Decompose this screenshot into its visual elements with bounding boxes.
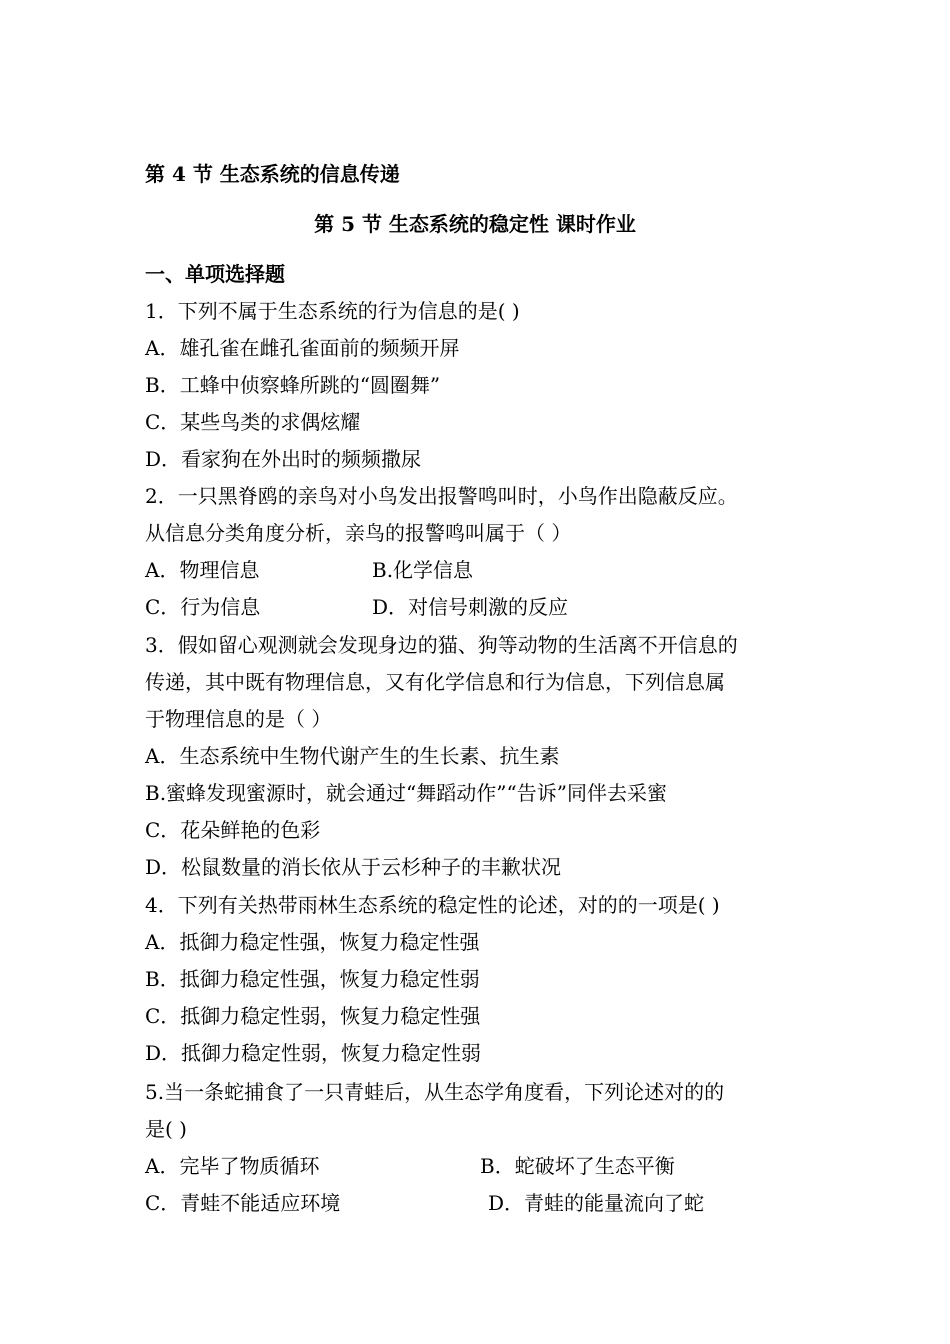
q2-option-b: B.化学信息 (372, 558, 474, 582)
section-title-4: 第 4 节 生态系统的信息传递 (145, 162, 400, 186)
q4-option-a: A．抵御力稳定性强，恢复力稳定性强 (145, 930, 480, 954)
q5-option-c: C．青蛙不能适应环境 (145, 1191, 341, 1215)
q3-stem-line3: 于物理信息的是（ ） (145, 707, 332, 731)
q1-option-a: A．雄孔雀在雌孔雀面前的频频开屏 (145, 336, 460, 360)
q1-stem: 1．下列不属于生态系统的行为信息的是( ) (145, 299, 520, 323)
q3-stem-line1: 3．假如留心观测就会发现身边的猫、狗等动物的生活离不开信息的 (145, 633, 738, 657)
q3-option-d: D．松鼠数量的消长依从于云杉种子的丰歉状况 (145, 855, 562, 879)
q2-stem-line2: 从信息分类角度分析，亲鸟的报警鸣叫属于（ ） (145, 521, 572, 545)
q1-option-c: C．某些鸟类的求偶炫耀 (145, 410, 361, 434)
q3-stem-line2: 传递，其中既有物理信息，又有化学信息和行为信息，下列信息属 (145, 670, 725, 694)
q3-option-b: B.蜜蜂发现蜜源时，就会通过“舞蹈动作”“告诉”同伴去采蜜 (145, 781, 667, 805)
q1-option-d: D．看家狗在外出时的频频撒尿 (145, 447, 422, 471)
q4-stem: 4．下列有关热带雨林生态系统的稳定性的论述，对的的一项是( ) (145, 893, 720, 917)
q5-option-d: D．青蛙的能量流向了蛇 (488, 1191, 705, 1215)
q5-option-a: A．完毕了物质循环 (145, 1154, 320, 1178)
question-type-heading: 一、单项选择题 (145, 262, 285, 286)
q2-stem-line1: 2．一只黑脊鸥的亲鸟对小鸟发出报警鸣叫时，小鸟作出隐蔽反应。 (145, 484, 738, 508)
q3-option-c: C．花朵鲜艳的色彩 (145, 818, 321, 842)
q1-option-b: B．工蜂中侦察蜂所跳的“圆圈舞” (145, 373, 441, 397)
q4-option-d: D．抵御力稳定性弱，恢复力稳定性弱 (145, 1041, 482, 1065)
q5-option-b: B．蛇破坏了生态平衡 (480, 1154, 675, 1178)
q4-option-b: B．抵御力稳定性强，恢复力稳定性弱 (145, 967, 480, 991)
q5-stem-line2: 是( ) (145, 1117, 187, 1141)
q2-option-a: A．物理信息 (145, 558, 260, 582)
section-title-5: 第 5 节 生态系统的稳定性 课时作业 (314, 212, 636, 236)
q4-option-c: C．抵御力稳定性弱，恢复力稳定性强 (145, 1004, 481, 1028)
q2-option-c: C．行为信息 (145, 595, 261, 619)
q5-stem-line1: 5.当一条蛇捕食了一只青蛙后，从生态学角度看，下列论述对的的 (145, 1080, 725, 1104)
q3-option-a: A．生态系统中生物代谢产生的生长素、抗生素 (145, 744, 560, 768)
q2-option-d: D．对信号刺激的反应 (372, 595, 569, 619)
